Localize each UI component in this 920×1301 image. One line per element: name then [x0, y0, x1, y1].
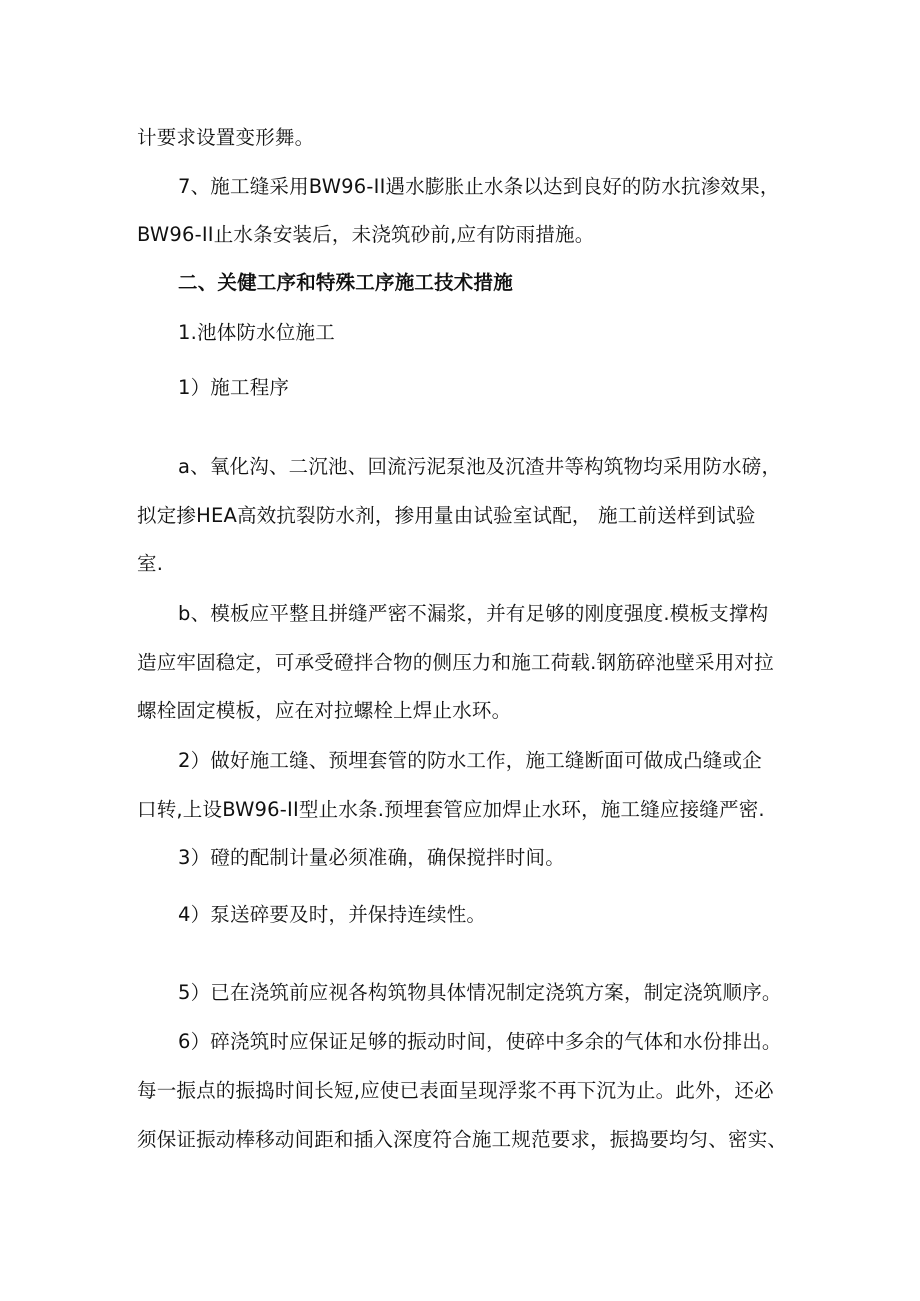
paragraph-item-3: 3）磴的配制计量必须准确，确保搅拌时间。 [178, 846, 565, 869]
paragraph-item-b: b、模板应平整且拼缝严密不漏浆，并有足够的刚度强度.模板支撑构 [178, 602, 769, 625]
paragraph-item-a: a、氧化沟、二沉池、回流污泥泵池及沉渣井等构筑物均采用防水磅， [178, 455, 782, 478]
text-line: 每一振点的振捣时间长短,应使已表面呈现浮浆不再下沉为止。此外，还必 [137, 1079, 774, 1102]
sub-item-heading: 1）施工程序 [178, 376, 290, 399]
text-line: 须保证振动棒移动间距和插入深度符合施工规范要求，振捣要均匀、密实、 [137, 1128, 788, 1151]
paragraph-item-5: 5）已在浇筑前应视各构筑物具体情况制定浇筑方案，制定浇筑顺序。 [178, 981, 782, 1004]
text-line: 螺栓固定模板，应在对拉螺栓上焊止水环。 [137, 699, 512, 722]
paragraph-item-4: 4）泵送碎要及时，并保持连续性。 [178, 903, 487, 926]
text-line: 室. [137, 552, 164, 575]
text-line: 造应牢固稳定，可承受磴拌合物的侧压力和施工荷载.钢筋碎池壁采用对拉 [137, 651, 774, 674]
subsection-heading: 1.池体防水位施工 [178, 321, 335, 344]
text-line: 拟定掺HEA高效抗裂防水剂，掺用量由试验室试配， 施工前送样到试验 [137, 504, 756, 527]
paragraph-item-7: 7、施工缝采用BW96-II遇水膨胀止水条以达到良好的防水抗渗效果， [178, 175, 780, 198]
section-heading: 二、关健工序和特殊工序施工技术措施 [178, 271, 513, 294]
text-line: 计要求设置变形舞。 [137, 126, 315, 149]
text-line: 口转,上设BW96-II型止水条.预埋套管应加焊止水环，施工缝应接缝严密. [137, 798, 765, 821]
paragraph-item-2: 2）做好施工缝、预埋套管的防水工作，施工缝断面可做成凸缝或企 [178, 749, 762, 772]
paragraph-item-6: 6）碎浇筑时应保证足够的振动时间，使碎中多余的气体和水份排出。 [178, 1030, 782, 1053]
text-line: BW96-II止水条安装后，未浇筑砂前,应有防雨措施。 [137, 223, 595, 246]
